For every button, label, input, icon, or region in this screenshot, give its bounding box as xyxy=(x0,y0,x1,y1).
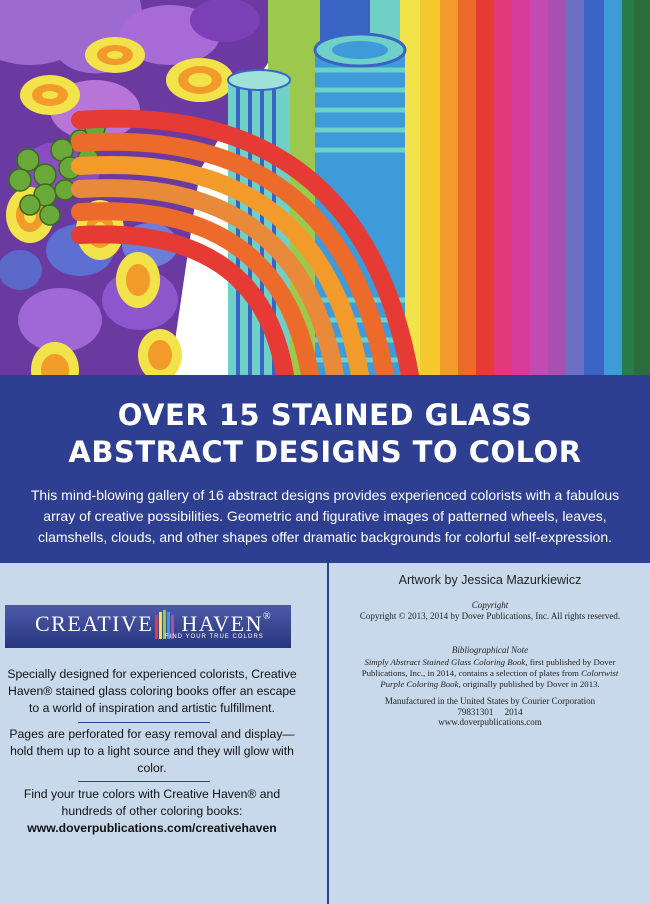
description: This mind-blowing gallery of 16 abstract designs provides experienced colorists with a fabulous array of creative possibilities. Geometric and figurative images of patterned wheels, leaves, clamshells, clouds, and other shapes offer dramatic backgrounds for colorful self-expression. xyxy=(30,487,620,545)
logo-tagline: FIND YOUR TRUE COLORS xyxy=(165,634,264,640)
publisher-website[interactable]: www.doverpublications.com xyxy=(438,717,542,727)
abstract-artwork xyxy=(0,0,650,375)
headline-banner xyxy=(0,375,650,563)
headline-line-1: OVER 15 STAINED GLASS xyxy=(117,398,533,432)
artwork-credit: Artwork by Jessica Mazurkiewicz xyxy=(398,573,582,587)
copyright-heading: Copyright xyxy=(471,600,509,610)
copyright-text: Copyright © 2013, 2014 by Dover Publications, Inc. All rights reserved. xyxy=(359,611,621,621)
separator xyxy=(78,781,210,782)
bibliographical-heading: Bibliographical Note xyxy=(451,645,529,655)
series-description: Specially designed for experienced colorists, Creative Haven® stained glass coloring books offer an escape to a world of inspiration and artistic fulfillment. xyxy=(7,667,297,715)
perforation-note: Pages are perforated for easy removal and display—hold them up to a light source and they will glow with color. xyxy=(9,727,295,775)
creative-haven-url[interactable]: www.doverpublications.com/creativehaven xyxy=(27,821,277,835)
find-more-text: Find your true colors with Creative Haven® and hundreds of other coloring books: xyxy=(23,787,281,818)
creative-haven-logo xyxy=(5,605,291,648)
column-divider xyxy=(327,563,329,904)
separator xyxy=(78,722,210,723)
print-code: 79831301 2014 xyxy=(457,707,523,717)
headline-line-2: ABSTRACT DESIGNS TO COLOR xyxy=(68,435,582,469)
find-more-note xyxy=(6,786,298,837)
headline xyxy=(0,375,650,471)
right-panel xyxy=(330,563,650,904)
bibliographical-note: Simply Abstract Stained Glass Coloring Book, first published by Dover Publications, Inc., in 2014, contains a selection of plates from Colortwist Purple Coloring Book, originally published by Dover in 2013. xyxy=(361,657,619,689)
manufacturer-note: Manufactured in the United States by Courier Corporation xyxy=(384,696,596,706)
left-panel xyxy=(0,563,327,904)
logo-wordmark: CREATIVE HAVEN® xyxy=(35,611,273,636)
